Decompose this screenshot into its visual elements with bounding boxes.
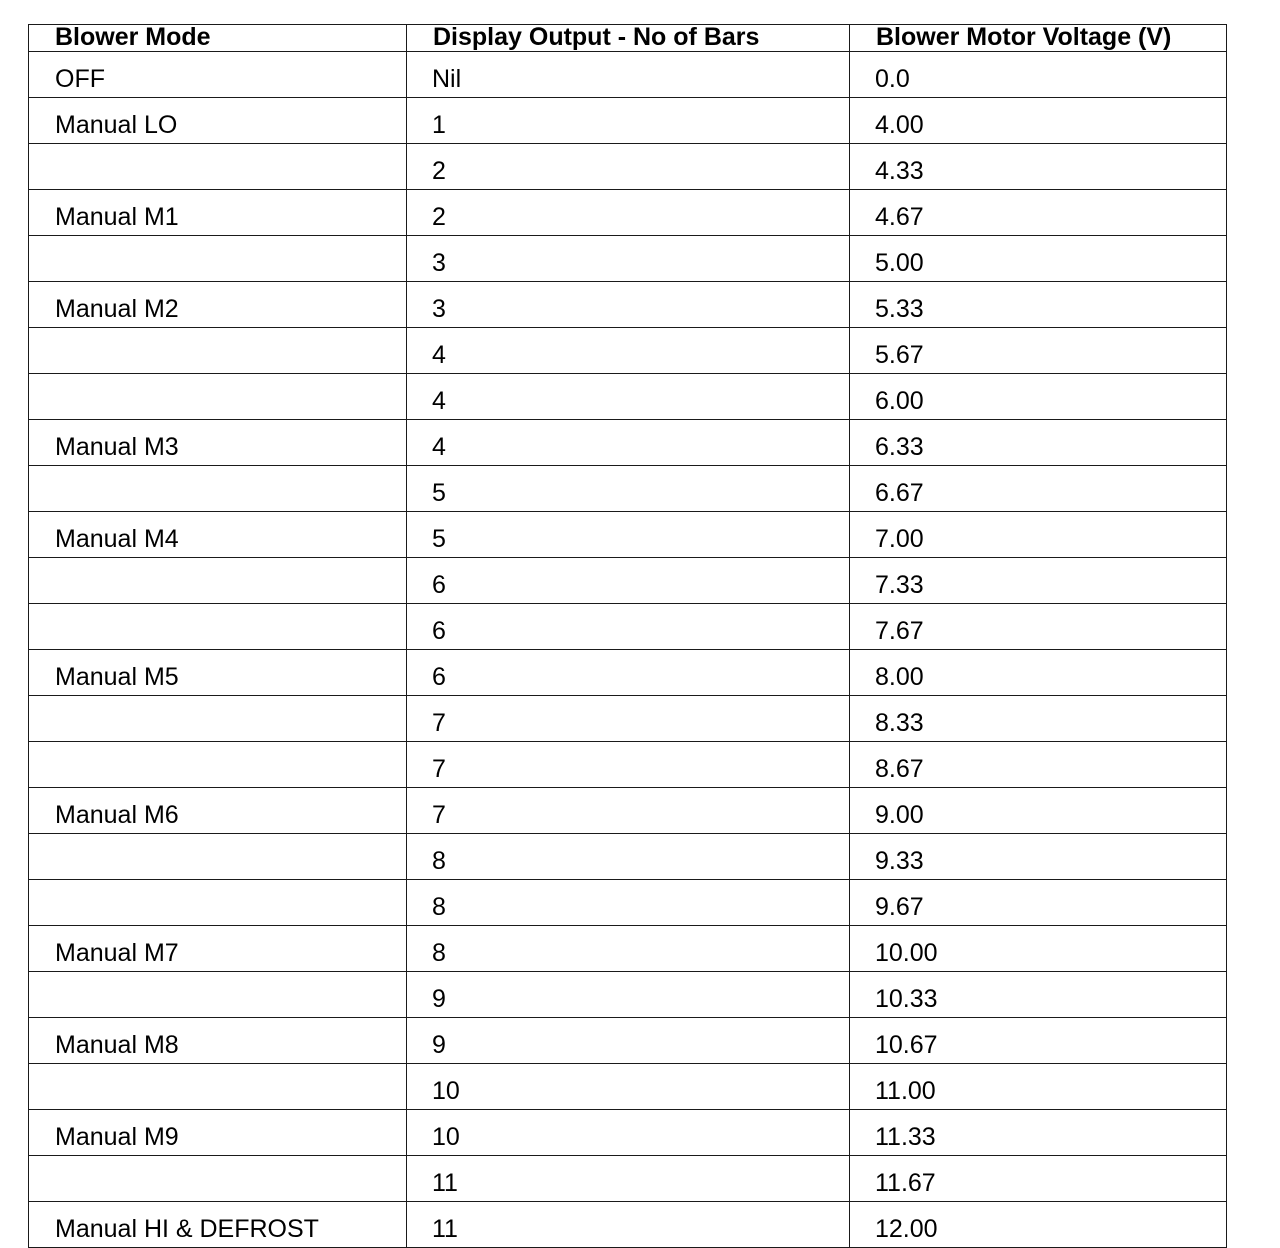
- table-header: [29, 25, 1227, 52]
- cell-display-bars: 9: [407, 1018, 850, 1064]
- cell-motor-voltage: 8.00: [850, 650, 1227, 696]
- cell-display-bars: 2: [407, 190, 850, 236]
- cell-motor-voltage: 5.00: [850, 236, 1227, 282]
- cell-motor-voltage: 0.0: [850, 52, 1227, 98]
- table-row: [29, 282, 1227, 328]
- cell-display-bars: 6: [407, 604, 850, 650]
- cell-blower-mode: Manual M8: [29, 1018, 407, 1064]
- header-display-output: Display Output - No of Bars: [407, 25, 850, 52]
- cell-blower-mode: [29, 834, 407, 880]
- cell-motor-voltage: 10.67: [850, 1018, 1227, 1064]
- cell-motor-voltage: 11.33: [850, 1110, 1227, 1156]
- cell-motor-voltage: 7.33: [850, 558, 1227, 604]
- table-row: [29, 972, 1227, 1018]
- cell-motor-voltage: 10.33: [850, 972, 1227, 1018]
- cell-blower-mode: [29, 374, 407, 420]
- table-row: [29, 512, 1227, 558]
- table-row: [29, 374, 1227, 420]
- cell-blower-mode: OFF: [29, 52, 407, 98]
- cell-blower-mode: [29, 972, 407, 1018]
- header-blower-mode: Blower Mode: [29, 25, 407, 52]
- cell-display-bars: 7: [407, 696, 850, 742]
- cell-display-bars: 3: [407, 282, 850, 328]
- cell-display-bars: 6: [407, 650, 850, 696]
- table-row: [29, 834, 1227, 880]
- cell-display-bars: Nil: [407, 52, 850, 98]
- cell-blower-mode: Manual M6: [29, 788, 407, 834]
- table-row: [29, 52, 1227, 98]
- cell-display-bars: 7: [407, 788, 850, 834]
- cell-display-bars: 4: [407, 328, 850, 374]
- cell-blower-mode: [29, 558, 407, 604]
- cell-motor-voltage: 10.00: [850, 926, 1227, 972]
- cell-blower-mode: [29, 1064, 407, 1110]
- cell-blower-mode: Manual M2: [29, 282, 407, 328]
- cell-motor-voltage: 5.67: [850, 328, 1227, 374]
- cell-display-bars: 11: [407, 1156, 850, 1202]
- cell-blower-mode: [29, 236, 407, 282]
- cell-display-bars: 10: [407, 1064, 850, 1110]
- table-row: [29, 788, 1227, 834]
- cell-motor-voltage: 6.00: [850, 374, 1227, 420]
- table-row: [29, 880, 1227, 926]
- table-row: [29, 236, 1227, 282]
- cell-blower-mode: [29, 604, 407, 650]
- cell-display-bars: 5: [407, 512, 850, 558]
- cell-display-bars: 8: [407, 926, 850, 972]
- cell-blower-mode: [29, 466, 407, 512]
- cell-motor-voltage: 7.67: [850, 604, 1227, 650]
- cell-motor-voltage: 6.33: [850, 420, 1227, 466]
- table-row: [29, 1110, 1227, 1156]
- table-body: [29, 52, 1227, 1248]
- cell-display-bars: 4: [407, 374, 850, 420]
- cell-motor-voltage: 8.67: [850, 742, 1227, 788]
- cell-blower-mode: [29, 742, 407, 788]
- table-row: [29, 926, 1227, 972]
- cell-blower-mode: Manual M4: [29, 512, 407, 558]
- cell-motor-voltage: 4.33: [850, 144, 1227, 190]
- cell-blower-mode: [29, 696, 407, 742]
- cell-blower-mode: [29, 328, 407, 374]
- cell-blower-mode: Manual M3: [29, 420, 407, 466]
- table-row: [29, 190, 1227, 236]
- table-row: [29, 742, 1227, 788]
- cell-blower-mode: Manual HI & DEFROST: [29, 1202, 407, 1248]
- cell-display-bars: 5: [407, 466, 850, 512]
- table-row: [29, 604, 1227, 650]
- cell-motor-voltage: 11.00: [850, 1064, 1227, 1110]
- blower-voltage-table: [28, 24, 1227, 1248]
- cell-display-bars: 2: [407, 144, 850, 190]
- cell-display-bars: 1: [407, 98, 850, 144]
- table-row: [29, 466, 1227, 512]
- cell-blower-mode: Manual M9: [29, 1110, 407, 1156]
- cell-blower-mode: [29, 144, 407, 190]
- cell-display-bars: 6: [407, 558, 850, 604]
- cell-display-bars: 8: [407, 834, 850, 880]
- cell-motor-voltage: 4.00: [850, 98, 1227, 144]
- table-row: [29, 558, 1227, 604]
- cell-blower-mode: Manual M5: [29, 650, 407, 696]
- table-row: [29, 328, 1227, 374]
- cell-blower-mode: [29, 880, 407, 926]
- cell-blower-mode: Manual LO: [29, 98, 407, 144]
- header-motor-voltage: Blower Motor Voltage (V): [850, 25, 1227, 52]
- header-row: [29, 25, 1227, 52]
- cell-blower-mode: [29, 1156, 407, 1202]
- cell-motor-voltage: 4.67: [850, 190, 1227, 236]
- table-row: [29, 1018, 1227, 1064]
- cell-display-bars: 10: [407, 1110, 850, 1156]
- cell-display-bars: 7: [407, 742, 850, 788]
- table-row: [29, 420, 1227, 466]
- table-row: [29, 98, 1227, 144]
- cell-motor-voltage: 5.33: [850, 282, 1227, 328]
- cell-display-bars: 8: [407, 880, 850, 926]
- cell-motor-voltage: 12.00: [850, 1202, 1227, 1248]
- cell-motor-voltage: 11.67: [850, 1156, 1227, 1202]
- table-row: [29, 1064, 1227, 1110]
- cell-blower-mode: Manual M1: [29, 190, 407, 236]
- table-row: [29, 650, 1227, 696]
- cell-motor-voltage: 6.67: [850, 466, 1227, 512]
- cell-motor-voltage: 8.33: [850, 696, 1227, 742]
- cell-motor-voltage: 9.33: [850, 834, 1227, 880]
- table-row: [29, 144, 1227, 190]
- blower-table-container: [28, 24, 1226, 1243]
- cell-motor-voltage: 9.67: [850, 880, 1227, 926]
- cell-motor-voltage: 9.00: [850, 788, 1227, 834]
- table-row: [29, 1156, 1227, 1202]
- table-row: [29, 1202, 1227, 1248]
- cell-display-bars: 4: [407, 420, 850, 466]
- table-row: [29, 696, 1227, 742]
- cell-motor-voltage: 7.00: [850, 512, 1227, 558]
- cell-display-bars: 3: [407, 236, 850, 282]
- cell-display-bars: 11: [407, 1202, 850, 1248]
- cell-display-bars: 9: [407, 972, 850, 1018]
- cell-blower-mode: Manual M7: [29, 926, 407, 972]
